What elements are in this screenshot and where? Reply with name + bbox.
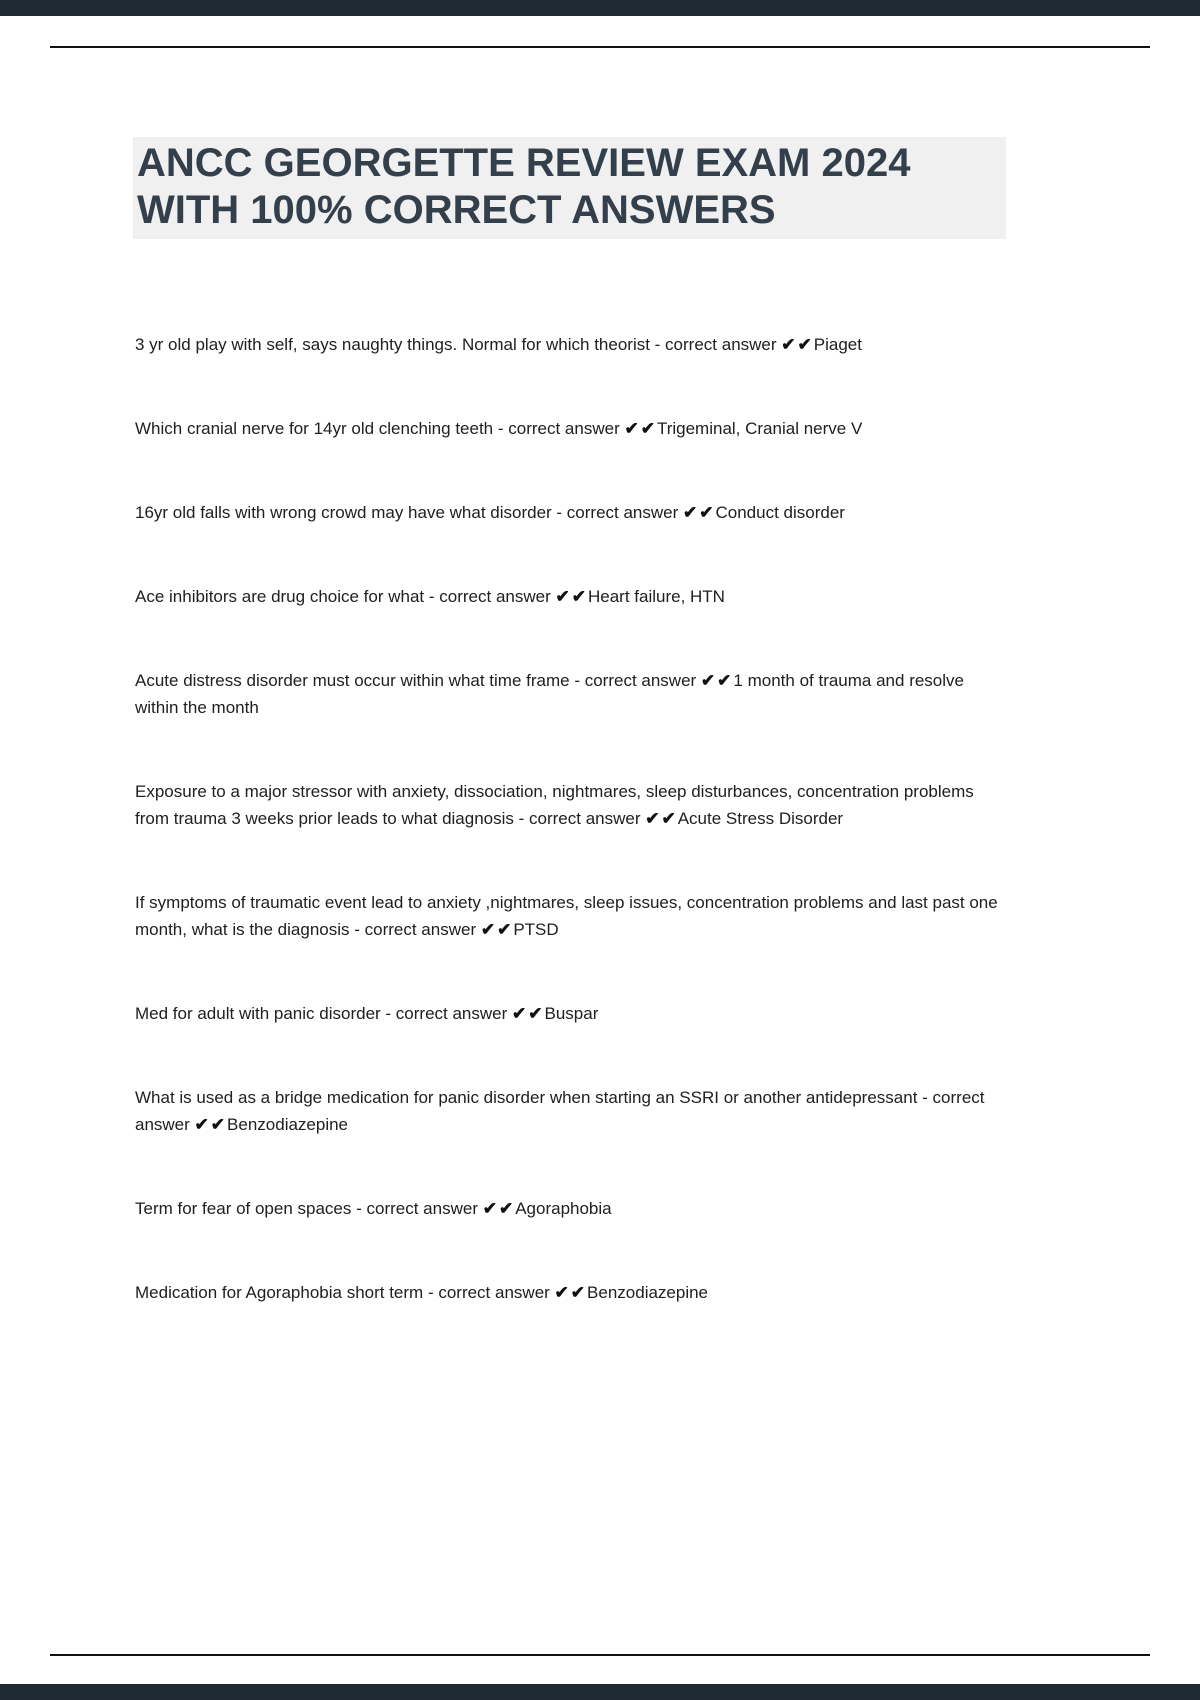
checkmarks-icon: ✔✔ [554, 1283, 588, 1302]
qa-question: Ace inhibitors are drug choice for what [135, 587, 425, 606]
qa-answer: 1 month of trauma and resolve within the month [135, 671, 964, 717]
bottom-horizontal-rule [50, 1654, 1150, 1656]
qa-question: Term for fear of open spaces [135, 1199, 352, 1218]
qa-question: Which cranial nerve for 14yr old clenching teeth [135, 419, 494, 438]
qa-question: Acute distress disorder must occur within what time frame [135, 671, 570, 690]
qa-answer: Conduct disorder [715, 503, 845, 522]
checkmarks-icon: ✔✔ [194, 1115, 228, 1134]
qa-separator: - correct answer [135, 1088, 985, 1134]
qa-separator: - correct answer [423, 1283, 555, 1302]
checkmarks-icon: ✔✔ [480, 920, 514, 939]
qa-answer: Buspar [544, 1004, 599, 1023]
checkmarks-icon: ✔✔ [683, 503, 716, 522]
qa-answer: Trigeminal, Cranial nerve V [656, 419, 863, 438]
qa-item [135, 889, 1005, 943]
document-title-highlight [133, 137, 1006, 239]
qa-item [135, 499, 1005, 526]
qa-separator: - correct answer [349, 920, 481, 939]
checkmarks-icon: ✔✔ [781, 335, 814, 354]
qa-question: 3 yr old play with self, says naughty things. Normal for which theorist [135, 335, 650, 354]
bottom-border-bar [0, 1684, 1200, 1700]
qa-list [135, 331, 1005, 1306]
checkmarks-icon: ✔✔ [645, 809, 678, 828]
qa-question: What is used as a bridge medication for panic disorder when starting an SSRI or another antidepressant [135, 1088, 918, 1107]
qa-item [135, 1279, 1005, 1306]
qa-answer: Benzodiazepine [227, 1115, 349, 1134]
qa-separator: - correct answer [424, 587, 556, 606]
top-border-bar [0, 0, 1200, 16]
qa-answer: Benzodiazepine [587, 1283, 709, 1302]
qa-separator: - correct answer [351, 1199, 483, 1218]
qa-item [135, 778, 1005, 832]
top-horizontal-rule [50, 46, 1150, 48]
qa-question: Medication for Agoraphobia short term [135, 1283, 424, 1302]
qa-item [135, 331, 1005, 358]
qa-separator: - correct answer [569, 671, 701, 690]
qa-separator: - correct answer [493, 419, 625, 438]
checkmarks-icon: ✔✔ [624, 419, 657, 438]
checkmarks-icon: ✔✔ [482, 1199, 516, 1218]
qa-question: 16yr old falls with wrong crowd may have what disorder [135, 503, 552, 522]
qa-item [135, 1195, 1005, 1222]
qa-answer: Agoraphobia [515, 1199, 612, 1218]
qa-separator: - correct answer [649, 335, 782, 354]
qa-item [135, 415, 1005, 442]
qa-answer: Piaget [813, 335, 862, 354]
qa-answer: PTSD [513, 920, 559, 939]
qa-separator: - correct answer [551, 503, 683, 522]
qa-item [135, 667, 1005, 721]
checkmarks-icon: ✔✔ [512, 1004, 545, 1023]
page-title-line-2: WITH 100% CORRECT ANSWERS [137, 188, 776, 232]
qa-question: If symptoms of traumatic event lead to anxiety ,nightmares, sleep issues, concentration problems and last past one month, what is the diagnosis [135, 893, 998, 939]
qa-item [135, 1000, 1005, 1027]
qa-item [135, 583, 1005, 610]
page-title-line-1: ANCC GEORGETTE REVIEW EXAM 2024 [137, 141, 911, 185]
qa-question: Exposure to a major stressor with anxiety, dissociation, nightmares, sleep disturbances, concentration problems from trauma 3 weeks prior leads to what diagnosis [135, 782, 974, 828]
qa-item [135, 1084, 1005, 1138]
qa-question: Med for adult with panic disorder [135, 1004, 381, 1023]
qa-answer: Heart failure, HTN [587, 587, 725, 606]
qa-separator: - correct answer [513, 809, 646, 828]
qa-separator: - correct answer [380, 1004, 512, 1023]
checkmarks-icon: ✔✔ [555, 587, 588, 606]
checkmarks-icon: ✔✔ [700, 671, 734, 690]
qa-answer: Acute Stress Disorder [677, 809, 844, 828]
